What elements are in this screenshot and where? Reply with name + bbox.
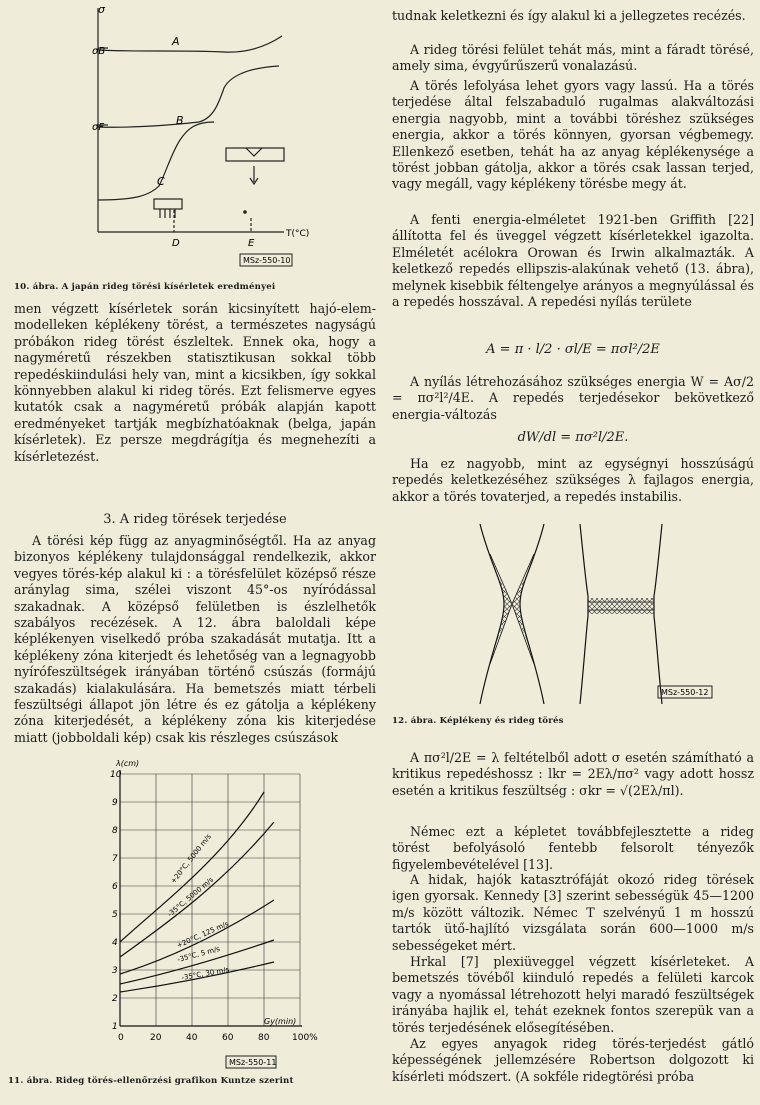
section-heading: 3. A rideg törések terjedése	[103, 512, 287, 527]
fig10-sigma-f: σF	[92, 122, 105, 133]
fig10-axis-sigma: σ	[98, 3, 105, 16]
figure-10-graph	[14, 0, 376, 300]
fig11-x-tick: 100%	[292, 1033, 318, 1043]
fig11-y-label: λ(cm)	[116, 759, 140, 768]
left-paragraph-1: men végzett kísérletek során kicsinyített hajó-elem-modelleken képlékeny törést, a természetes nagyságú próbákon rideg törést észleltek. Ennek oka, hogy a nagyméretű részekben statisztikusan sokkal több repedéskiindulási hely van, mint a kicsikben, így sokkal könnyebben alakul ki rideg törés. Ezt felismerve egyes kutatók csak a nagyméretű próbák alapján kapott eredményeket tartják megbízhatóaknak (belga, japán kísérletek). Ez persze megdrágítja és megnehezíti a kísérletezést.	[14, 301, 376, 464]
fig11-x-label: Gy(min)	[264, 1017, 297, 1026]
figure-11-graph	[74, 752, 324, 1074]
right-text-2: A rideg törési felület tehát más, mint a fáradt törésé, amely sima, évgyűrűszerű vonalazású.	[392, 42, 754, 74]
right-text-6: Ha ez nagyobb, mint az egységnyi hosszúságú repedés keletkezéséhez szükséges λ fajlagos energia, akkor a törés tovaterjed, a repedés instabilis.	[392, 456, 754, 504]
fig11-curve-label: -35°C, 5000 m/s	[166, 875, 216, 919]
fig11-curve-label: -35°C, 30 m/s	[180, 965, 230, 982]
right-text-4: A fenti energia-elméletet 1921-ben Griffith [22] állította fel és üveggel végzett kísérletekkel igazolta. Elméletét acélokra Orowan és Irwin alkalmazták. A keletkező repedés ellipszis-alakúnak vehető (13. ábra), melynek kisebbik féltengelye arányos a megnyúlással és a repedés hosszával. A repedési nyílás területe	[392, 212, 754, 310]
fig12-ref: MSz-550-12	[661, 688, 709, 697]
fig11-x-tick: 80	[258, 1033, 270, 1043]
fig11-curve-label: +20°C, 125 m/s	[175, 919, 231, 950]
right-text-5: A nyílás létrehozásához szükséges energia W = Aσ/2 = πσ²l²/4E. A repedés terjedésekor bekövetkező energia-változás	[392, 374, 754, 422]
right-text-8: Némec ezt a képletet továbbfejlesztette a rideg törést befolyásoló fentebb felsorolt tényezők figyelembevételével [13].	[392, 824, 754, 872]
right-text-1: tudnak keletkezni és így alakul ki a jellegzetes recézés.	[392, 8, 746, 23]
fig11-y-tick: 1	[112, 1022, 118, 1032]
fig11-y-tick: 7	[112, 854, 118, 864]
fig11-ref: MSz-550-11	[229, 1058, 277, 1067]
fig10-label-e: E	[248, 238, 255, 249]
right-text-11: Az egyes anyagok rideg törés-terjedést gátló képességének jellemzésére Robertson dolgozott ki kísérleti módszert. (A sokféle ridegtörési próba	[392, 1036, 754, 1084]
figure-12-drawing	[462, 524, 722, 724]
left-paragraph-2: A törési kép függ az anyagminőségtől. Ha az anyag bizonyos képlékeny tulajdonsággal rendelkezik, akkor vegyes törés-kép alakul ki : a törésfelület középső része aránylag sima, szélei viszont 45°-os nyíródással szakadnak. A középső felületben is észlelhetők szabályos recézések. A 12. ábra baloldali képe képlékenyen viselkedő próba szakadását mutatja. Itt a képlékeny zóna kiterjedt és lehetőség van a legnagyobb nyírófeszültségek irányában történő csúszás (formájú szakadás) kialakulására. Ha bemetszés miatt térbeli feszültségi állapot jön létre és ez gátolja a képlékeny zóna kiterjedését, a képlékeny zóna kis kiterjedése miatt (jobboldali kép) csak kis részleges csúszások	[14, 533, 376, 745]
fig11-y-tick: 9	[112, 798, 118, 808]
figure-10-caption: 10. ábra. A japán rideg törési kísérletek eredményei	[14, 282, 276, 292]
fig10-sigma-b: σB	[92, 46, 106, 57]
fig11-x-tick: 20	[150, 1033, 162, 1043]
right-text-7: A πσ²l/2E = λ feltételből adott σ esetén számítható a kritikus repedéshossz : lkr = 2Eλ/πσ² vagy adott hossz esetén a kritikus feszültség : σkr = √(2Eλ/πl).	[392, 750, 754, 798]
fig11-y-tick: 2	[112, 994, 118, 1004]
right-text-10: Hrkal [7] plexiüveggel végzett kísérleteket. A bemetszés tövéből kiinduló repedés a felületi karcok vagy a nyomással létrehozott helyi maradó feszültségek irányába hajlik el, tehát ezeknek fontos szerepük van a törés terjedésének elősegítésében.	[392, 954, 754, 1035]
right-text-3: A törés lefolyása lehet gyors vagy lassú. Ha a törés terjedése által felszabaduló rugalmas alakváltozási energia nagyobb, mint a további töréshez szükséges energia, akkor a törés könnyen, gyorsan végbemegy. Ellenkező esetben, tehát ha az anyag képlékenysége a törést jobban gátolja, akkor a törés csak lassan terjed, vagy megáll, vagy képlékeny törésbe megy át.	[392, 78, 754, 192]
fig11-y-tick: 8	[112, 826, 118, 836]
figure-12-caption: 12. ábra. Képlékeny és rideg törés	[392, 716, 564, 726]
fig11-x-tick: 60	[222, 1033, 234, 1043]
fig11-curve-label: +20°C, 5000 m/s	[169, 832, 213, 886]
equation-energy: dW/dl = πσ²l/2E.	[517, 430, 629, 445]
fig11-x-tick: 0	[118, 1033, 124, 1043]
fig10-label-d: D	[172, 238, 180, 249]
equation-area: A = π · l/2 · σl/E = πσl²/2E	[486, 342, 660, 357]
figure-11-caption: 11. ábra. Rideg törés-ellenőrzési grafikon Kuntze szerint	[8, 1076, 294, 1086]
fig11-y-tick: 3	[112, 966, 118, 976]
right-text-9: A hidak, hajók katasztrófáját okozó rideg törések igen gyorsak. Kennedy [3] szerint sebességük 45—1200 m/s között változik. Némec T szelvényű 1 m hosszú tartók ütő-hajlító vizsgálata során 600—1000 m/s sebességeket mért.	[392, 872, 754, 953]
fig10-ref: MSz-550-10	[243, 256, 291, 265]
fig10-curve-b-label: B	[176, 114, 184, 127]
fig10-curve-a-label: A	[172, 35, 180, 48]
fig10-axis-t: T(°C)	[286, 229, 310, 239]
fig11-y-tick: 4	[112, 938, 118, 948]
fig10-curve-c-label: C	[157, 175, 165, 188]
fig11-x-tick: 40	[186, 1033, 198, 1043]
fig11-y-tick: 5	[112, 910, 118, 920]
fig11-y-tick: 10	[110, 770, 122, 780]
fig11-y-tick: 6	[112, 882, 118, 892]
fig11-curve-label: -35°C, 5 m/s	[176, 944, 221, 964]
